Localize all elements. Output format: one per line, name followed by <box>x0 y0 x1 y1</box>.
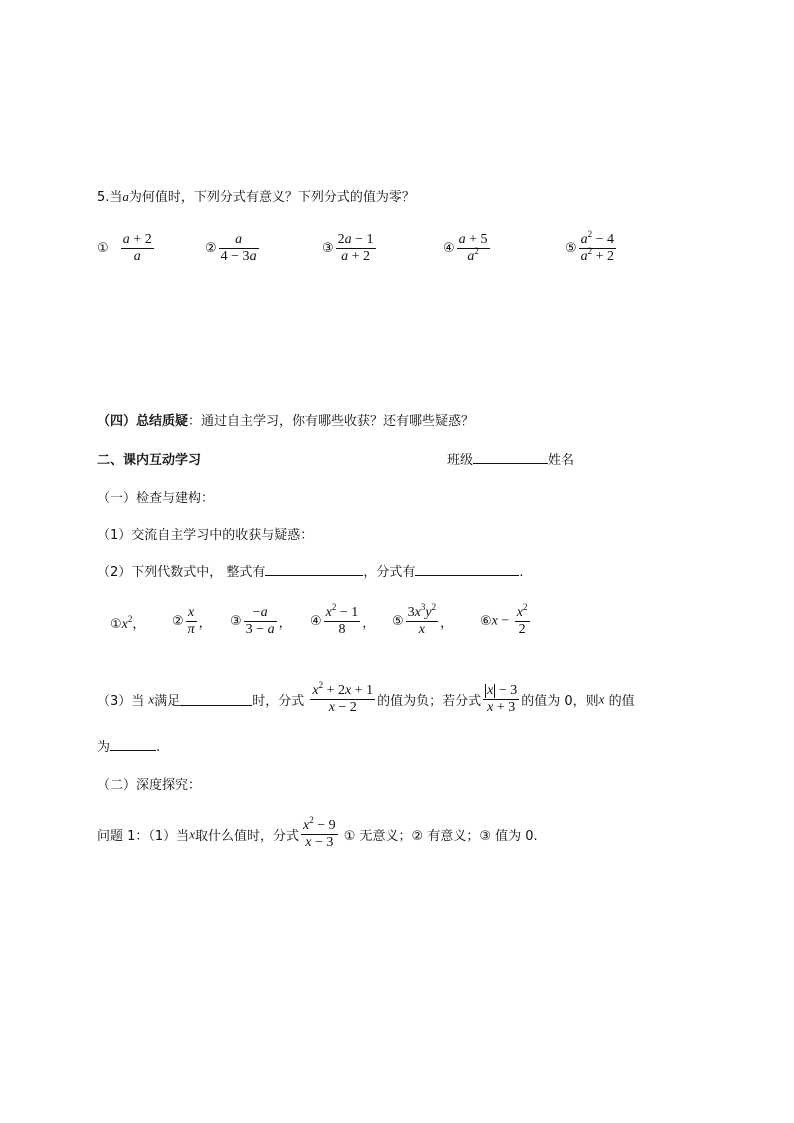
q5-mark-1: ① <box>97 241 109 256</box>
condition-blank[interactable] <box>180 693 252 706</box>
sep: ， <box>440 616 454 631</box>
fraction: $\frac{a + 2}{a}$ <box>122 232 152 264</box>
fraction: $\frac{x^2 + 2x + 1}{x - 2}$ <box>312 680 374 715</box>
fraction: $\frac{a}{4 - 3a}$ <box>220 232 257 264</box>
part1-item2 <box>97 561 524 580</box>
q5-fraction-2 <box>205 232 261 265</box>
q5-fraction-4 <box>443 232 492 265</box>
fraction: $\frac{x}{\pi}$ <box>187 605 195 637</box>
name-label: 姓名 <box>548 453 575 468</box>
sep: ， <box>132 617 146 632</box>
fraction: $\frac{x^2}{2}$ <box>516 602 528 637</box>
class-label: 班级 <box>447 453 474 468</box>
part1-item3-cont <box>97 736 160 755</box>
expr-mark-3: ③ <box>230 614 242 629</box>
expr-4 <box>310 602 376 638</box>
value-blank[interactable] <box>110 738 156 751</box>
q5-mark-5: ⑤ <box>565 241 577 256</box>
item3-text-g: 为 <box>97 740 111 755</box>
expr-mark-2: ② <box>172 614 184 629</box>
item2-end: . <box>519 565 524 580</box>
expr-6: ⑥x − $\frac{x^2}{2}$ <box>480 602 528 637</box>
expr-5 <box>392 602 454 638</box>
expr-mark-6: ⑥ <box>480 614 492 629</box>
problem-1 <box>97 815 538 851</box>
fraction: $\frac{a + 5}{a^2}$ <box>458 232 488 264</box>
item3-text-h: . <box>156 740 161 755</box>
q5-variable: a <box>122 189 129 204</box>
fraction: $\frac{-a}{3 - a}$ <box>245 605 275 637</box>
fraction: $\frac{3x^3y^2}{x}$ <box>407 602 437 637</box>
part1-heading: （一）检查与建构： <box>97 491 215 506</box>
q5-mark-3: ③ <box>322 241 334 256</box>
expr-3 <box>230 605 292 638</box>
item3-text-d: 的值为负；若分式 <box>377 694 482 709</box>
part1-item3 <box>97 680 635 716</box>
item2-text-a: （2）下列代数式中， 整式有 <box>97 565 266 580</box>
expr-mark-1: ① <box>110 617 122 632</box>
class-blank[interactable] <box>473 451 548 464</box>
section-title: 二、课内互动学习 <box>97 453 202 468</box>
item3-text-b: 满足 <box>154 694 181 709</box>
q5-fraction-1 <box>97 232 156 265</box>
summary-question <box>97 410 474 429</box>
q5-fraction-5 <box>565 229 618 265</box>
q5-prefix: 5.当 <box>97 190 123 205</box>
fraction: $\frac{2a - 1}{a + 2}$ <box>337 232 374 264</box>
item3-text-c: 时，分式 <box>252 694 305 709</box>
expr-mark-4: ④ <box>310 614 322 629</box>
summary-text: ：通过自主学习，你有哪些收获？还有哪些疑惑？ <box>188 414 475 429</box>
q5-fraction-3 <box>322 232 378 265</box>
sep: ， <box>278 616 292 631</box>
expr-2 <box>172 605 212 638</box>
var-x: x <box>189 826 195 842</box>
expr-mark-5: ⑤ <box>392 614 404 629</box>
summary-label: （四）总结质疑 <box>97 414 189 429</box>
var-x: x <box>598 691 605 707</box>
q5-mark-4: ④ <box>443 241 455 256</box>
problem1-text-b: 取什么值时，分式 <box>194 829 299 844</box>
q5-question <box>97 186 415 205</box>
fraction: $\frac{x - 3}{x + 3}$ <box>483 683 519 716</box>
item3-text-e: 的值为 0，则 <box>521 694 599 709</box>
problem1-text-c: ① 无意义；② 有意义；③ 值为 0. <box>339 829 538 844</box>
q5-mark-2: ② <box>205 241 217 256</box>
var-x: x <box>148 691 155 707</box>
part1-item1: （1）交流自主学习中的收获与疑惑： <box>97 528 314 543</box>
fraction: $\frac{x^2 - 1}{8}$ <box>325 602 359 637</box>
sep: ， <box>362 616 376 631</box>
fraction-blank[interactable] <box>415 563 519 576</box>
item3-text-f: 的值 <box>604 694 635 709</box>
item3-text-a: （3）当 <box>97 694 145 709</box>
fraction: $\frac{a^2 - 4}{a^2 + 2}$ <box>580 229 615 264</box>
integral-blank[interactable] <box>265 563 363 576</box>
fraction: $\frac{x^2 - 9}{x - 3}$ <box>302 815 336 850</box>
problem1-text-a: 问题 1：（1）当 <box>97 829 190 844</box>
class-name-line <box>447 449 574 468</box>
q5-suffix: 为何值时，下列分式有意义？下列分式的值为零？ <box>128 190 415 205</box>
expr-1: $①x^2$， <box>110 614 146 632</box>
sep: ， <box>198 616 212 631</box>
part2-heading: （二）深度探究： <box>97 778 202 793</box>
item2-text-b: ，分式有 <box>363 565 416 580</box>
